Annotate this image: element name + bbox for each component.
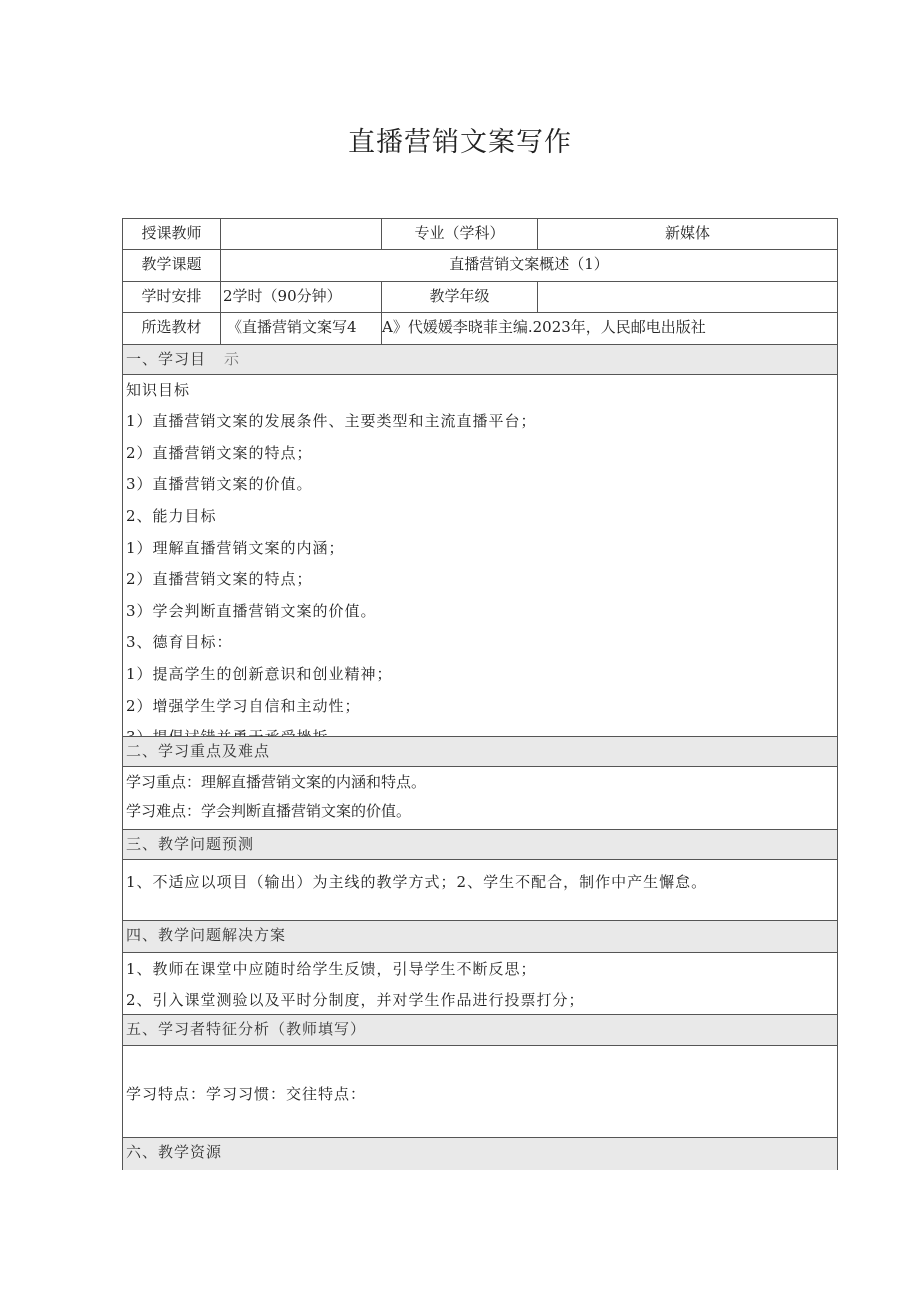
section-resources-header	[123, 1137, 837, 1170]
goal-line: 3）直播营销文案的价值。	[126, 475, 313, 493]
section-1-label-tail: 示	[224, 350, 241, 368]
solution-line: 2、引入课堂测验以及平时分制度，并对学生作品进行投票打分；	[126, 991, 585, 1009]
goal-line: 2）增强学生学习自信和主动性；	[126, 697, 361, 715]
goal-line: 1）理解直播营销文案的内涵；	[126, 539, 345, 557]
section-2-label: 二、学习重点及难点	[126, 742, 271, 760]
goal-line: 2、能力目标	[126, 507, 217, 525]
problem-forecast-line: 1、不适应以项目（输出）为主线的教学方式；2、学生不配合，制作中产生懈怠。	[126, 873, 708, 891]
document-title: 直播营销文案写作	[348, 127, 572, 158]
grade-value[interactable]	[538, 282, 837, 312]
learner-analysis-line[interactable]: 学习特点：学习习惯：交往特点：	[126, 1085, 367, 1103]
teacher-label: 授课教师	[123, 219, 221, 249]
row-teacher-major	[123, 219, 837, 250]
topic-label: 教学课题	[123, 250, 221, 281]
textbook-label: 所选教材	[123, 313, 221, 344]
goal-line: 知识目标	[126, 381, 191, 399]
hours-value[interactable]: 2学时（90分钟）	[221, 282, 382, 312]
lesson-plan-table	[122, 218, 838, 1170]
key-point-line: 学习重点：理解直播营销文案的内涵和特点。	[126, 773, 427, 791]
goal-line: 3、德育目标：	[126, 633, 233, 651]
goal-line: 1）直播营销文案的发展条件、主要类型和主流直播平台；	[126, 412, 537, 430]
row-topic	[123, 250, 837, 282]
section-6-label: 六、教学资源	[126, 1143, 223, 1161]
solution-line: 1、教师在课堂中应随时给学生反馈，引导学生不断反思；	[126, 960, 537, 978]
section-5-label: 五、学习者特征分析（教师填写）	[126, 1020, 367, 1038]
section-4-label: 四、教学问题解决方案	[126, 926, 287, 944]
goal-line: 2）直播营销文案的特点；	[126, 570, 313, 588]
major-value[interactable]: 新媒体	[664, 224, 710, 242]
grade-label: 教学年级	[382, 282, 538, 312]
major-label: 专业（学科）	[382, 219, 538, 249]
textbook-value-part1[interactable]: 《直播营销文案写4	[221, 313, 382, 344]
section-learning-goals-header	[123, 344, 837, 375]
goal-line: 2）直播营销文案的特点；	[126, 444, 313, 462]
goal-line: 3）学会判断直播营销文案的价值。	[126, 602, 377, 620]
row-textbook	[123, 313, 837, 344]
section-learning-goals-body	[123, 376, 837, 736]
row-hours-grade	[123, 282, 837, 313]
topic-value[interactable]: 直播营销文案概述（1）	[449, 255, 609, 273]
difficulty-line: 学习难点：学会判断直播营销文案的价值。	[126, 802, 412, 820]
goal-line: 1）提高学生的创新意识和创业精神；	[126, 665, 393, 683]
section-solutions-header	[123, 920, 837, 953]
section-learner-analysis-header	[123, 1014, 837, 1046]
section-key-points-header	[123, 736, 837, 767]
teacher-value[interactable]	[221, 219, 382, 249]
section-3-label: 三、教学问题预测	[126, 835, 255, 853]
section-problem-forecast-header	[123, 829, 837, 860]
textbook-value-part2[interactable]: A》代媛媛李晓菲主编.2023年，人民邮电出版社	[382, 318, 706, 336]
hours-label: 学时安排	[123, 282, 221, 312]
section-1-label: 一、学习目	[126, 350, 207, 368]
